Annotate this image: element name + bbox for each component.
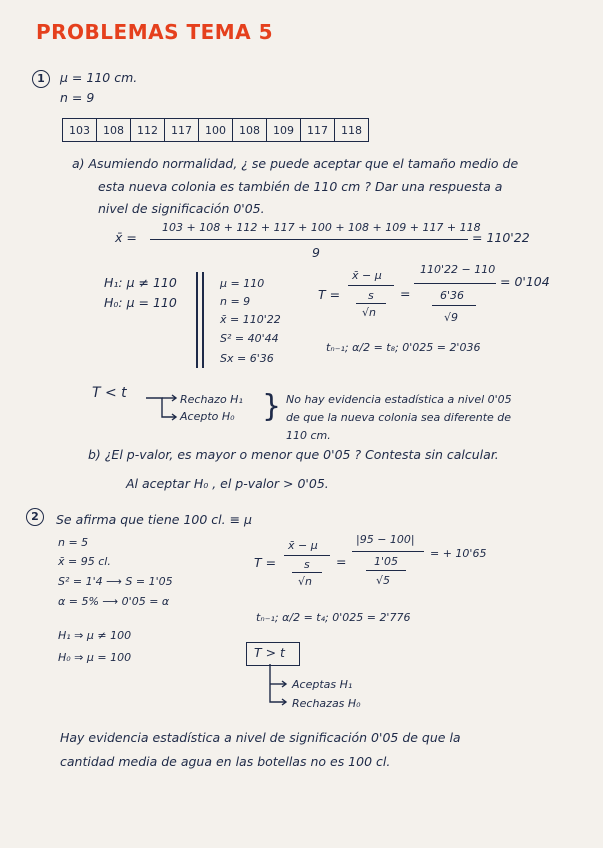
p1-question-b: b) ¿El p-valor, es mayor o menor que 0'05 ? Contesta sin calcular. [88,447,499,462]
branch-arrow [146,398,176,417]
p1-n: n = 9 [60,90,95,105]
p2-claim: Se afirma que tiene 100 cl. ≡ μ [56,512,252,527]
p2-t-label: T = [254,555,277,570]
data-cell: 112 [131,119,165,142]
p1-t-critical: tₙ₋₁; α/2 = t₈; 0'025 = 2'036 [326,341,481,354]
p2-t-num2: |95 − 100| [356,533,415,546]
p1-mean-denominator: 9 [312,245,320,260]
data-cell: 108 [97,119,131,142]
p2-alpha: α = 5% ⟶ 0'05 = α [58,595,170,608]
p2-t-den1b: √n [298,575,312,588]
p1-conclusion-line1: No hay evidencia estadística a nivel 0'05 [286,393,512,406]
p1-question-a-line2: esta nueva colonia es también de 110 cm ? Dar una respuesta a [98,179,503,194]
p1-t-den1b: √n [362,306,376,319]
p1-mu: μ = 110 cm. [60,70,138,85]
p1-conclusion-line3: 110 cm. [286,429,331,442]
p2-t-result: = + 10'65 [430,547,487,560]
p2-t-den2b: √5 [376,574,391,587]
p1-h0: H₀: μ = 110 [104,295,177,310]
p1-t-den2b: √9 [444,311,459,324]
p1-t-den2: 6'36 [440,289,465,302]
data-cell: 117 [301,119,335,142]
p2-t-num1: x̄ − μ [288,539,318,552]
problem-2-number: 2 [26,508,44,526]
p1-comparison: T < t [92,385,127,401]
p2-t-den1: s [304,558,310,571]
p2-t-critical: tₙ₋₁; α/2 = t₄; 0'025 = 2'776 [256,611,411,624]
page-title: PROBLEMAS TEMA 5 [36,20,274,44]
p1-t-num2: 110'22 − 110 [420,263,496,276]
p2-s2: S² = 1'4 ⟶ S = 1'05 [58,575,173,588]
p1-h1: H₁: μ ≠ 110 [104,275,177,290]
p1-mean-result: = 110'22 [472,230,530,245]
data-cell: 103 [63,119,97,142]
p2-t-equals: = [336,554,347,569]
p2-conclusion-line2: cantidad media de agua en las botellas no es 100 cl. [60,754,391,769]
p2-t-den2: 1'05 [374,555,399,568]
p1-t-label: T = [318,287,341,302]
data-cell: 108 [233,119,267,142]
p1-mean-label: x̄ = [115,230,137,245]
p1-answer-b: Al aceptar H₀ , el p-valor > 0'05. [126,476,329,491]
p1-t-num1: x̄ − μ [352,269,382,282]
p1-question-a-line3: nivel de significación 0'05. [98,201,265,216]
p1-given-mu: μ = 110 [220,277,265,290]
p1-mean-numerator: 103 + 108 + 112 + 117 + 100 + 108 + 109 + 117 + 118 [162,221,481,234]
p2-xbar: x̄ = 95 cl. [58,555,111,568]
p2-accept: Aceptas H₁ [292,678,353,691]
p1-given-n: n = 9 [220,295,251,308]
p1-question-a-line1: a) Asumiendo normalidad, ¿ se puede aceptar que el tamaño medio de [72,156,519,171]
data-cell: 100 [199,119,233,142]
p1-reject: Rechazo H₁ [180,393,243,406]
p1-accept: Acepto H₀ [180,410,235,423]
p1-t-result: = 0'104 [500,274,550,289]
brace: } [262,389,282,424]
p2-reject: Rechazas H₀ [292,697,361,710]
p1-t-equals: = [400,286,411,301]
data-cell: 118 [335,119,369,142]
data-cell: 117 [165,119,199,142]
problem-1-number: 1 [32,70,50,88]
p2-conclusion-line1: Hay evidencia estadística a nivel de significación 0'05 de que la [60,730,461,745]
data-cell: 109 [267,119,301,142]
p1-t-den1: s [368,289,374,302]
p2-comparison: T > t [254,645,285,660]
p1-given-xbar: x̄ = 110'22 [220,313,281,326]
p2-h1: H₁ ⇒ μ ≠ 100 [58,629,132,642]
p2-h0: H₀ ⇒ μ = 100 [58,651,132,664]
p1-given-sx: Sx = 6'36 [220,352,274,365]
p1-given-s2: S² = 40'44 [220,332,279,345]
p1-conclusion-line2: de que la nueva colonia sea diferente de [286,411,512,424]
p2-n: n = 5 [58,536,89,549]
